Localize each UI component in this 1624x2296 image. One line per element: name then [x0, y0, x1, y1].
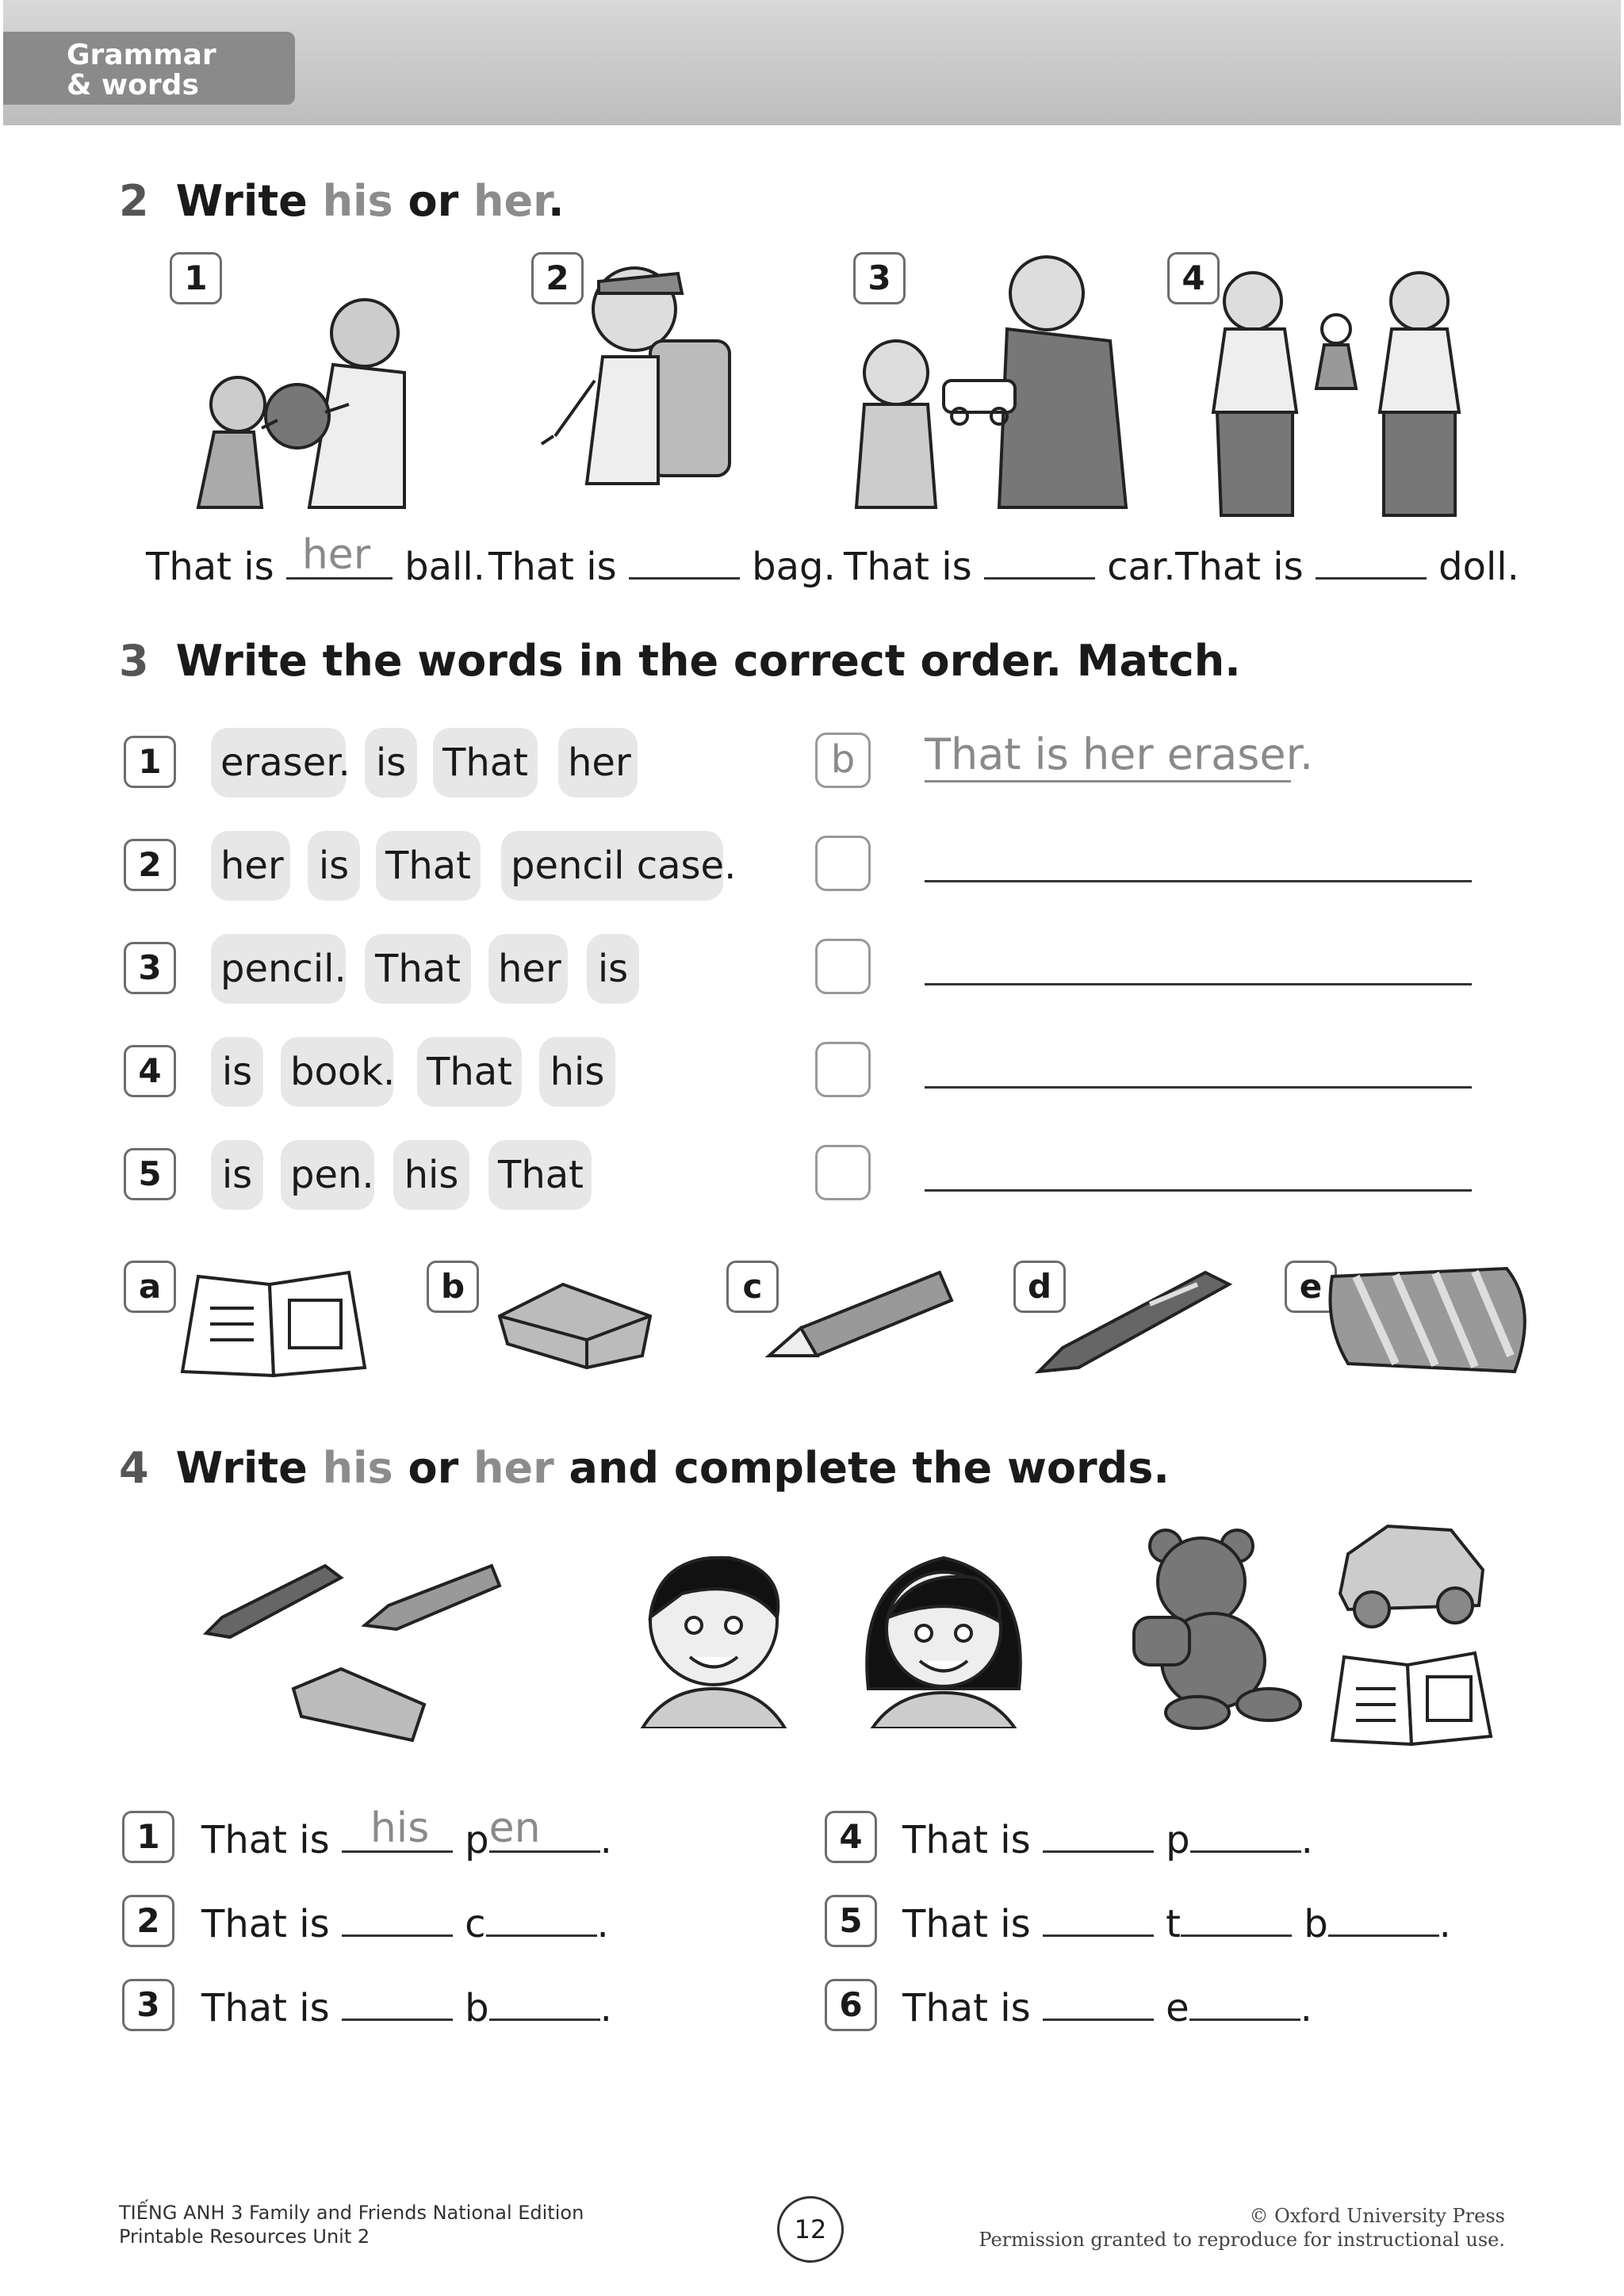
ex4-item-number-4: 4 — [825, 1811, 877, 1863]
handwritten-answer: her — [301, 531, 371, 579]
ex4-sentence-3 — [201, 1984, 612, 2032]
word-completion-blank-3[interactable] — [489, 1984, 600, 2021]
sentence-prefix: That is — [902, 1902, 1031, 1946]
tab-line-2: & words — [67, 69, 199, 101]
word-completion-blank-6[interactable] — [1189, 1984, 1300, 2021]
his-her-blank-2[interactable] — [342, 1900, 453, 1937]
ex4-sentence-2 — [201, 1900, 609, 1948]
tab-line-1: Grammar — [67, 39, 216, 71]
pen-illustration — [1031, 1261, 1237, 1380]
ex4-item-number-1: 1 — [122, 1811, 174, 1863]
word-chip[interactable]: is — [587, 934, 639, 1004]
ex2-title-end: . — [548, 176, 565, 226]
ex2-pic-number-4: 4 — [1167, 252, 1220, 304]
ex3-number: 3 — [119, 636, 149, 686]
ex4-sentence-4 — [902, 1816, 1313, 1864]
word-chip[interactable]: That — [376, 831, 481, 901]
word-chip[interactable]: pen. — [281, 1140, 374, 1210]
sentence-suffix: ball. — [404, 545, 485, 589]
ex4-title-text: Write — [175, 1443, 323, 1493]
ex3-row-number-4: 4 — [124, 1045, 176, 1097]
picture-letter-a: a — [124, 1261, 176, 1313]
ex4-item-number-5: 5 — [825, 1895, 877, 1947]
ex4-item-number-2: 2 — [122, 1895, 174, 1947]
sentence-end: . — [599, 1818, 612, 1862]
ex4-word-her: her — [473, 1443, 554, 1493]
girls-with-doll-illustration — [1205, 262, 1467, 523]
sentence-prefix: That is — [201, 1986, 330, 2030]
sentence-prefix: That is — [902, 1986, 1031, 2030]
match-letter-box-5[interactable] — [815, 1145, 871, 1200]
answer-line-2[interactable] — [925, 880, 1472, 882]
picture-letter-b: b — [427, 1261, 479, 1313]
word-chip[interactable]: That — [417, 1037, 522, 1107]
answer-blank-3[interactable] — [984, 542, 1095, 580]
girl-face-illustration — [856, 1546, 1031, 1728]
ex2-title-or: or — [393, 176, 474, 226]
pencil-case-illustration — [1324, 1261, 1538, 1380]
pen-pencil-eraser-illustration — [198, 1554, 508, 1752]
ex2-sentence-3 — [844, 542, 1176, 591]
boy-with-bag-illustration — [539, 254, 745, 515]
ex2-pic-number-1: 1 — [170, 252, 222, 304]
teddy-bear-illustration — [1126, 1522, 1316, 1736]
sentence-prefix: That is — [146, 545, 274, 589]
book-illustration — [174, 1261, 373, 1380]
word-chip[interactable]: her — [558, 728, 638, 798]
sentence-end: . — [1300, 1818, 1313, 1862]
pencil-illustration — [761, 1261, 959, 1372]
word-chip[interactable]: his — [539, 1037, 615, 1107]
girls-with-ball-illustration — [167, 285, 468, 515]
his-her-blank-3[interactable] — [342, 1984, 453, 2021]
match-letter-box-2[interactable] — [815, 836, 871, 891]
ex3-title — [119, 636, 1241, 686]
sentence-end: . — [599, 1986, 612, 2030]
answer-blank-1[interactable] — [286, 531, 393, 580]
ex2-word-his: his — [322, 176, 393, 226]
answer-line-3[interactable] — [925, 983, 1472, 985]
ex4-sentence-1 — [201, 1804, 612, 1864]
handwritten-letters: en — [488, 1804, 541, 1852]
his-her-blank-4[interactable] — [1043, 1816, 1154, 1853]
ex2-number: 2 — [119, 176, 149, 226]
word-completion-blank-5a[interactable] — [1181, 1900, 1292, 1937]
ex2-pic-number-3: 3 — [853, 252, 906, 304]
ex2-pic-number-2: 2 — [531, 252, 584, 304]
ex2-sentence-2 — [488, 542, 836, 591]
answer-line-5[interactable] — [925, 1189, 1472, 1192]
sentence-prefix: That is — [844, 545, 972, 589]
sentence-prefix: That is — [201, 1902, 330, 1946]
ex2-sentence-4 — [1175, 542, 1519, 591]
ex3-row-number-5: 5 — [124, 1148, 176, 1200]
handwritten-answer: his — [370, 1804, 430, 1852]
word-chip[interactable]: pencil case. — [501, 831, 723, 901]
sentence-suffix: doll. — [1438, 545, 1519, 589]
ex4-sentence-5 — [902, 1900, 1451, 1948]
book-illustration-small — [1324, 1641, 1499, 1752]
word-start-letter: e — [1166, 1986, 1189, 2030]
word-start-letter: p — [1166, 1818, 1190, 1862]
ex3-row-number-3: 3 — [124, 942, 176, 994]
sentence-suffix: car. — [1107, 545, 1176, 589]
ex4-word-his: his — [322, 1443, 393, 1493]
answer-line-4[interactable] — [925, 1086, 1472, 1089]
boy-and-woman-with-car-illustration — [848, 254, 1142, 515]
word-chip[interactable]: eraser. — [211, 728, 346, 798]
sentence-suffix: bag. — [752, 545, 836, 589]
word-start-letter: c — [465, 1902, 486, 1946]
word-chip[interactable]: is — [308, 831, 360, 901]
ex4-item-number-3: 3 — [122, 1979, 174, 2031]
word-chip[interactable]: That — [365, 934, 471, 1004]
section-tab — [3, 32, 295, 105]
word-chip[interactable]: is — [211, 1037, 263, 1107]
sentence-end: . — [1438, 1902, 1451, 1946]
word-start-letter: b — [465, 1986, 489, 2030]
match-letter-box-4[interactable] — [815, 1042, 871, 1097]
his-her-blank-6[interactable] — [1043, 1984, 1154, 2021]
ex2-word-her: her — [473, 176, 549, 226]
footer-unit: Printable Resources Unit 2 — [119, 2225, 370, 2248]
boy-face-illustration — [634, 1546, 793, 1728]
word-chip[interactable]: her — [211, 831, 290, 901]
ex4-title-end: and complete the words. — [553, 1443, 1170, 1493]
word-chip[interactable]: That — [488, 1140, 592, 1210]
ex2-title — [119, 176, 565, 226]
ex3-title-text: Write the words in the correct order. Match. — [175, 636, 1241, 686]
sentence-end: . — [596, 1902, 609, 1946]
footer-permission: Permission granted to reproduce for instructional use. — [979, 2229, 1505, 2251]
sentence-prefix: That is — [1175, 545, 1304, 589]
word-chip[interactable]: his — [393, 1140, 469, 1210]
picture-letter-c: c — [726, 1261, 779, 1313]
sentence-end: . — [1300, 1986, 1312, 2030]
picture-letter-d: d — [1013, 1261, 1066, 1313]
word-completion-blank-1[interactable] — [488, 1804, 600, 1853]
ex4-sentence-6 — [902, 1984, 1312, 2032]
his-her-blank-5[interactable] — [1043, 1900, 1154, 1937]
word-completion-blank-4[interactable] — [1190, 1816, 1301, 1853]
picture-letter-e: e — [1285, 1261, 1337, 1313]
ex2-title-text: Write — [175, 176, 323, 226]
sentence-prefix: That is — [201, 1818, 330, 1862]
ex2-sentence-1 — [146, 531, 485, 591]
his-her-blank-1[interactable] — [342, 1804, 453, 1853]
ex3-row-number-2: 2 — [124, 839, 176, 891]
footer-book-title: TIẾNG ANH 3 Family and Friends National Edition — [119, 2202, 584, 2224]
word-completion-blank-2[interactable] — [486, 1900, 597, 1937]
answer-blank-4[interactable] — [1316, 542, 1427, 580]
page-number: 12 — [777, 2196, 844, 2263]
ex4-number: 4 — [119, 1443, 149, 1493]
toy-car-illustration — [1332, 1514, 1491, 1633]
word-start-letter: b — [1304, 1902, 1328, 1946]
ex4-item-number-6: 6 — [825, 1979, 877, 2031]
answer-line-1[interactable]: That is her eraser. — [925, 729, 1291, 783]
word-chip[interactable]: That — [433, 728, 538, 798]
sentence-prefix: That is — [488, 545, 617, 589]
word-start-letter: p — [465, 1818, 489, 1862]
ex4-title-or: or — [393, 1443, 474, 1493]
word-chip[interactable]: is — [211, 1140, 263, 1210]
match-letter-box-3[interactable] — [815, 939, 871, 994]
footer-right — [979, 2204, 1505, 2252]
word-chip[interactable]: pencil. — [211, 934, 346, 1004]
ex3-row-number-1: 1 — [124, 736, 176, 788]
footer-left — [119, 2201, 584, 2248]
footer-copyright: © Oxford University Press — [1249, 2205, 1505, 2227]
word-completion-blank-5b[interactable] — [1328, 1900, 1439, 1937]
eraser-illustration — [492, 1269, 674, 1372]
sentence-prefix: That is — [902, 1818, 1031, 1862]
word-chip[interactable]: book. — [281, 1037, 393, 1107]
word-start-letter: t — [1166, 1902, 1181, 1946]
word-chip[interactable]: her — [488, 934, 568, 1004]
word-chip[interactable]: is — [365, 728, 417, 798]
ex4-title — [119, 1443, 1170, 1493]
answer-blank-2[interactable] — [629, 542, 740, 580]
match-letter-box-1[interactable]: b — [815, 733, 871, 788]
